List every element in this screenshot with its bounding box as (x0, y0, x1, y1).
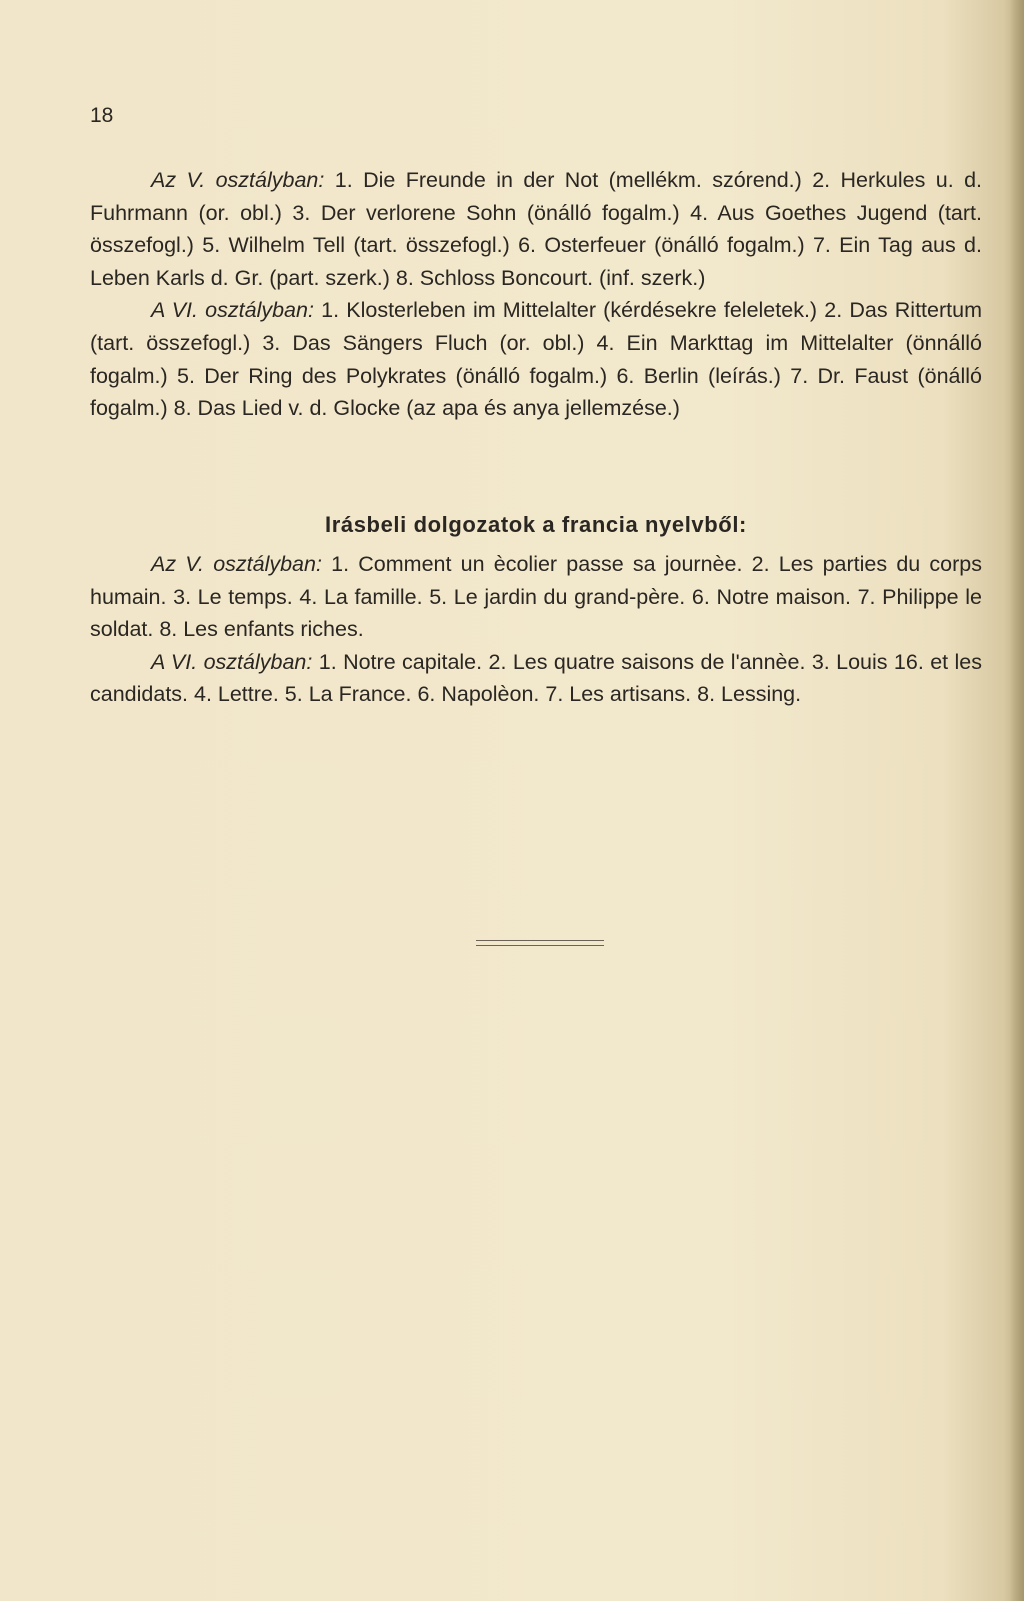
class-5-topics: 1. Comment un ècolier passe sa journèe. 2. Les parties du corps humain. 3. Le temps. 4. La famille. 5. Le jardin du grand-père. 6. Notre maison. 7. Philippe le soldat. 8. Les enfants riches. (90, 552, 982, 642)
page-number: 18 (90, 104, 114, 127)
french-section-heading: Irásbeli dolgozatok a francia nyelvből: (325, 512, 747, 537)
class-6-topics: 1. Klosterleben im Mittelalter (kérdésekre feleletek.) 2. Das Rittertum (tart. összefogl.) 3. Das Sängers Fluch (or. obl.) 4. Ein Markttag im Mittelalter (önnálló fogalm.) 5. Der Ring des Polykrates (önálló fogalm.) 6. Berlin (leírás.) 7. Dr. Faust (önálló fogalm.) 8. Das Lied v. d. Glocke (az apa és anya jellemzése.) (90, 298, 982, 421)
german-class-6-paragraph (90, 294, 982, 424)
french-class-5-paragraph (90, 548, 982, 646)
french-class-6-paragraph (90, 646, 982, 711)
french-essays-section (90, 548, 982, 711)
class-5-label: Az V. osztályban: (151, 168, 325, 192)
end-double-rule (476, 940, 604, 946)
page-edge-shadow (1010, 0, 1024, 1601)
class-6-label: A VI. osztályban: (151, 649, 313, 674)
class-6-topics: 1. Notre capitale. 2. Les quatre saisons de l'annèe. 3. Louis 16. et les candidats. 4. Lettre. 5. La France. 6. Napolèon. 7. Les artisans. 8. Lessing. (90, 649, 982, 707)
class-6-label: A VI. osztályban: (151, 298, 314, 323)
german-class-5-paragraph (90, 164, 982, 294)
german-essays-section (90, 164, 982, 425)
class-5-topics: 1. Die Freunde in der Not (mellékm. szórend.) 2. Herkules u. d. Fuhrmann (or. obl.) 3. Der verlorene Sohn (önálló fogalm.) 4. Aus Goethes Jugend (tart. összefogl.) 5. Wilhelm Tell (tart. összefogl.) 6. Osterfeuer (önálló fogalm.) 7. Ein Tag aus d. Leben Karls d. Gr. (part. szerk.) 8. Schloss Boncourt. (inf. szerk.) (90, 168, 983, 290)
class-5-label: Az V. osztályban: (151, 552, 322, 576)
